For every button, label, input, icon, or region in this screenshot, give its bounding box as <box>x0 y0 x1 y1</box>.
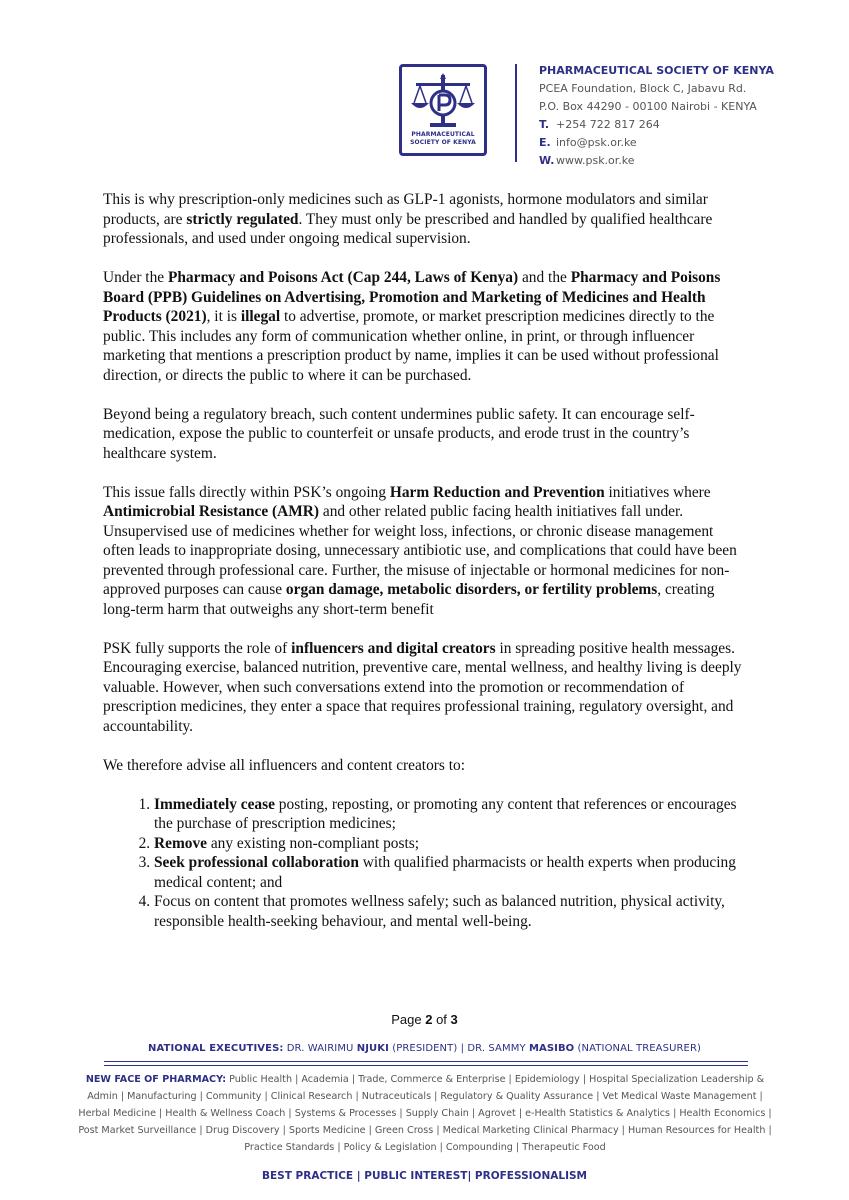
psk-logo <box>399 64 487 156</box>
address-line-1: PCEA Foundation, Block C, Jabavu Rd. <box>539 82 747 95</box>
paragraph-1: This is why prescription-only medicines such as GLP-1 agonists, hormone modulators and similar products, are strictly regulated. They must only be prescribed and handled by qualified healthcare professionals, and used under ongoing medical supervision. <box>103 191 713 247</box>
web-row: W. www.psk.or.ke <box>539 154 635 167</box>
email-row: E. info@psk.or.ke <box>539 136 637 149</box>
website: www.psk.or.ke <box>556 154 635 167</box>
email-address: info@psk.or.ke <box>556 136 637 149</box>
advice-list <box>103 795 743 932</box>
phone-number: +254 722 817 264 <box>556 118 660 131</box>
address-line-2: P.O. Box 44290 - 00100 Nairobi - KENYA <box>539 100 757 113</box>
letter-body <box>103 190 743 931</box>
national-executives: NATIONAL EXECUTIVES: DR. WAIRIMU NJUKI (PRESIDENT) | DR. SAMMY MASIBO (NATIONAL TREASURER) <box>147 1043 702 1054</box>
footer-rule <box>104 1061 748 1062</box>
scales-icon <box>408 71 478 131</box>
list-item: 1. Immediately cease posting, reposting, or promoting any content that references or encourages the purchase of prescription medicines; <box>154 795 743 834</box>
contact-block <box>539 62 839 170</box>
paragraph-6: We therefore advise all influencers and content creators to: <box>103 756 465 774</box>
paragraph-3: Beyond being a regulatory breach, such content undermines public safety. It can encourage self-medication, expose the public to counterfeit or unsafe products, and erode trust in the country’s healthcare system. <box>103 405 695 462</box>
org-name: PHARMACEUTICAL SOCIETY OF KENYA <box>539 64 774 77</box>
paragraph-5: PSK fully supports the role of influencers and digital creators in spreading positive health messages. Encouraging exercise, balanced nutrition, preventive care, mental wellness, and healthy living is deeply valuable. However, when such conversations extend into the promotion or recommendation of prescription medicines, they enter a space that requires professional training, regulatory oversight, and accountability. <box>103 639 742 735</box>
footer-rule <box>104 1065 748 1066</box>
page-number: Page 2 of 3 <box>391 1012 458 1027</box>
logo-text: PHARMACEUTICAL SOCIETY OF KENYA <box>410 131 476 146</box>
new-face-of-pharmacy: NEW FACE OF PHARMACY: Public Health | Academia | Trade, Commerce & Enterprise | Epidemiology | Hospital Specialization Leadership & Admin | Manufacturing | Community | Clinical Research | Nutraceuticals | Regulatory & Quality Assurance | Vet Medical Waste Management | Herbal Medicine | Health & Wellness Coach | Systems & Processes | Supply Chain | Agrovet | e-Health Statistics & Analytics | Health Economics | Post Market Surveillance | Drug Discovery | Sports Medicine | Green Cross | Medical Marketing Clinical Pharmacy | Human Resources for Health | Practice Standards | Policy & Legislation | Compounding | Therapeutic Food <box>78 1074 772 1153</box>
list-item: 2. Remove any existing non-compliant posts; <box>154 834 743 854</box>
tagline: BEST PRACTICE | PUBLIC INTEREST| PROFESSIONALISM <box>261 1170 587 1182</box>
paragraph-2: Under the Pharmacy and Poisons Act (Cap 244, Laws of Kenya) and the Pharmacy and Poisons Board (PPB) Guidelines on Advertising, Promotion and Marketing of Medicines and Health Products (2021), it is illegal to advertise, promote, or market prescription medicines directly to the public. This includes any form of communication whether online, in print, or through influencer marketing that mentions a prescription product by name, implies it can be used without professional direction, or directs the public to where it can be purchased. <box>103 269 721 384</box>
paragraph-4: This issue falls directly within PSK’s ongoing Harm Reduction and Prevention initiatives where Antimicrobial Resistance (AMR) and other related public facing health initiatives fall under. Unsupervised use of medicines whether for weight loss, infections, or chronic disease management often leads to inappropriate dosing, unnecessary antibiotic use, and complications that could have been prevented through professional care. Further, the misuse of injectable or hormonal medicines for non-approved purposes can cause organ damage, metabolic disorders, or fertility problems, creating long-term harm that outweighs any short-term benefit <box>103 483 737 618</box>
header-divider <box>515 64 517 162</box>
letterhead <box>397 62 827 167</box>
list-item: 3. Seek professional collaboration with qualified pharmacists or health experts when producing medical content; and <box>154 853 743 892</box>
phone-row: T. +254 722 817 264 <box>539 118 660 131</box>
list-item: 4. Focus on content that promotes wellness safely; such as balanced nutrition, physical activity, responsible health-seeking behaviour, and mental well-being. <box>154 892 743 931</box>
